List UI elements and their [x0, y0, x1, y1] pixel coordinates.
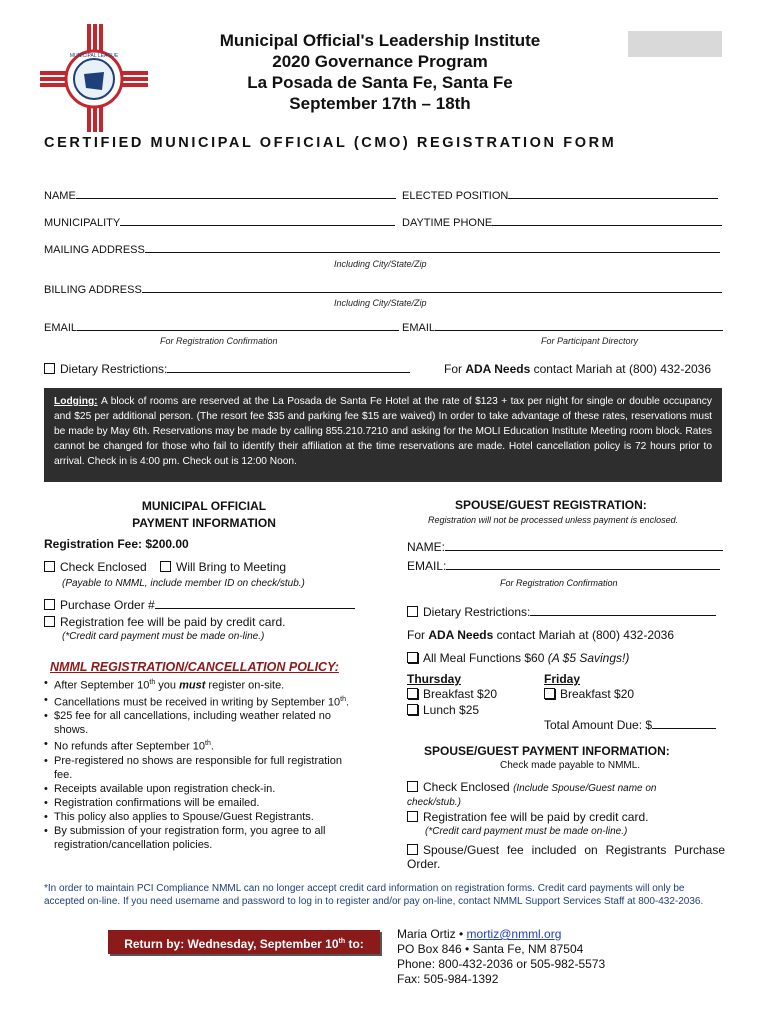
thursday-breakfast-option[interactable]: Breakfast $20 [407, 687, 497, 701]
municipality-field[interactable] [44, 217, 395, 229]
grey-box [628, 31, 722, 57]
policy-item: • No refunds after September 10th. [44, 737, 362, 754]
pci-note: *In order to maintain PCI Compliance NMML can no longer accept credit card information on registration forms. Credit card payments will only be accepted on-line. If you need username and password to log in to register and/or pay on-line, contact NMML Support Services Staff at 800-432-2036. [44, 883, 704, 907]
lodging-text: A block of rooms are reserved at the La Posada de Santa Fe Hotel at the rate of $123 + tax per night for single or double occupancy and $25 per additional person. (The resort fee $35 and parking fee $15 are waived) In order to take advantage of these rates, reservations must be made by May 6th. Reservations may be made by calling 855.210.7210 and asking for the MOLI Education Institute Meeting room block. Rates cannot be changed for those who fail to identify their affiliation at the time reservations are made. Hotel cancellation policy is 72 hours prior to arrival. Check in is 4:00 pm. Check out is 12:00 Noon. [54, 396, 712, 467]
title-line-1: Municipal Official's Leadership Institute [219, 31, 541, 50]
purchase-order-option[interactable]: Purchase Order # [44, 598, 355, 612]
policy-item: • Pre-registered no shows are responsible for full registration fee. [44, 754, 362, 782]
billing-address-label: BILLING ADDRESS [44, 284, 142, 296]
form-title: CERTIFIED MUNICIPAL OFFICIAL (CMO) REGISTRATION FORM [44, 135, 617, 151]
credit-note: (*Credit card payment must be made on-line.) [62, 631, 265, 642]
total-amount-field[interactable]: Total Amount Due: $ [544, 718, 716, 732]
policy-item: • Registration confirmations will be emailed. [44, 796, 362, 810]
page-title [180, 30, 580, 114]
policy-item: • This policy also applies to Spouse/Guest Registrants. [44, 810, 362, 824]
policy-list [44, 676, 362, 852]
return-by-banner: Return by: Wednesday, September 10th to: [108, 930, 380, 954]
contact-line: Maria Ortiz • mortiz@nmml.org [397, 927, 562, 941]
policy-item: • After September 10th you must register on-site. [44, 676, 362, 693]
spouse-email-hint: For Registration Confirmation [500, 578, 618, 588]
policy-item: • $25 fee for all cancellations, including weather related no shows. [44, 709, 362, 737]
policy-item: • Cancellations must be received in writing by September 10th. [44, 693, 362, 710]
fax-line: Fax: 505-984-1392 [397, 972, 499, 986]
title-line-3: La Posada de Santa Fe, Santa Fe [247, 73, 513, 92]
billing-hint: Including City/State/Zip [334, 298, 427, 308]
thursday-lunch-option[interactable]: Lunch $25 [407, 703, 479, 717]
friday-breakfast-checkbox[interactable] [544, 688, 555, 699]
address-line: PO Box 846 • Santa Fe, NM 87504 [397, 942, 584, 956]
mailing-address-field[interactable] [44, 244, 720, 256]
mailing-address-label: MAILING ADDRESS [44, 244, 145, 256]
dietary-field[interactable] [44, 362, 410, 376]
spouse-po-option[interactable]: Spouse/Guest fee included on Registrants Purchase Order. [407, 843, 725, 871]
bring-checkbox[interactable] [160, 561, 171, 572]
dietary-label: Dietary Restrictions: [60, 362, 168, 376]
all-meals-checkbox[interactable] [407, 652, 418, 663]
po-checkbox[interactable] [44, 599, 55, 610]
logo-text: MUNICIPAL LEAGUE [69, 53, 119, 59]
friday-label: Friday [544, 672, 581, 686]
spouse-payment-heading: SPOUSE/GUEST PAYMENT INFORMATION: [424, 744, 670, 758]
elected-position-field[interactable] [402, 190, 718, 202]
elected-position-label: ELECTED POSITION [402, 190, 509, 202]
registration-fee: Registration Fee: $200.00 [44, 537, 189, 551]
daytime-phone-label: DAYTIME PHONE [402, 217, 493, 229]
spouse-po-checkbox[interactable] [407, 844, 418, 855]
all-meals-option[interactable]: All Meal Functions $60 (A $5 Savings!) [407, 651, 629, 665]
name-field[interactable] [44, 190, 396, 202]
daytime-phone-field[interactable] [402, 217, 722, 229]
check-payable-note: Check made payable to NMML. [500, 760, 641, 771]
contact-email-link[interactable]: mortiz@nmml.org [466, 927, 562, 941]
check-enclosed-checkbox[interactable] [44, 561, 55, 572]
email-directory-hint: For Participant Directory [541, 336, 639, 346]
spouse-note: Registration will not be processed unless payment is enclosed. [428, 515, 679, 525]
name-label: NAME [44, 190, 76, 202]
policy-item: • By submission of your registration form, you agree to all registration/cancellation policies. [44, 824, 362, 852]
spouse-credit-option[interactable]: Registration fee will be paid by credit card. [407, 810, 648, 824]
title-line-2: 2020 Governance Program [272, 52, 488, 71]
spouse-heading: SPOUSE/GUEST REGISTRATION: [455, 498, 647, 512]
spouse-check-checkbox[interactable] [407, 781, 418, 792]
spouse-dietary-field[interactable]: Dietary Restrictions: [407, 605, 716, 619]
ada-note: For ADA Needs contact Mariah at (800) 432-2036 [444, 362, 712, 376]
contact-block [397, 927, 605, 987]
payment-heading: MUNICIPAL OFFICIAL PAYMENT INFORMATION [132, 499, 276, 530]
title-line-4: September 17th – 18th [289, 94, 471, 113]
spouse-check-option[interactable]: Check Enclosed (Include Spouse/Guest name on check/stub.) [407, 780, 657, 808]
municipality-label: MUNICIPALITY [44, 217, 121, 229]
phone-line: Phone: 800-432-2036 or 505-982-5573 [397, 957, 606, 971]
thursday-lunch-checkbox[interactable] [407, 704, 418, 715]
spouse-dietary-checkbox[interactable] [407, 606, 418, 617]
spouse-name-field[interactable]: NAME: [407, 540, 723, 554]
credit-card-checkbox[interactable] [44, 616, 55, 627]
thursday-breakfast-checkbox[interactable] [407, 688, 418, 699]
credit-card-option[interactable]: Registration fee will be paid by credit card. [44, 615, 285, 629]
bring-option[interactable]: Will Bring to Meeting [160, 560, 286, 574]
payable-note: (Payable to NMML, include member ID on check/stub.) [62, 578, 305, 589]
mailing-hint: Including City/State/Zip [334, 259, 427, 269]
friday-breakfast-option[interactable]: Breakfast $20 [544, 687, 634, 701]
spouse-email-field[interactable]: EMAIL: [407, 559, 720, 573]
billing-address-field[interactable] [44, 284, 722, 296]
spouse-credit-checkbox[interactable] [407, 811, 418, 822]
email-hint: For Registration Confirmation [160, 336, 278, 346]
spouse-credit-note: (*Credit card payment must be made on-line.) [425, 826, 628, 837]
check-enclosed-option[interactable]: Check Enclosed [44, 560, 147, 574]
lodging-label: Lodging: [54, 396, 98, 407]
lodging-box [44, 388, 722, 482]
email-directory-field[interactable] [402, 322, 723, 334]
thursday-label: Thursday [407, 672, 462, 686]
policy-title: NMML REGISTRATION/CANCELLATION POLICY: [50, 660, 339, 674]
dietary-checkbox[interactable] [44, 363, 55, 374]
policy-item: • Receipts available upon registration check-in. [44, 782, 362, 796]
email-field[interactable] [44, 322, 399, 334]
nmml-logo [40, 24, 148, 132]
spouse-ada-note: For ADA Needs contact Mariah at (800) 432-2036 [407, 628, 675, 642]
email-directory-label: EMAIL [402, 322, 436, 334]
email-label: EMAIL [44, 322, 78, 334]
